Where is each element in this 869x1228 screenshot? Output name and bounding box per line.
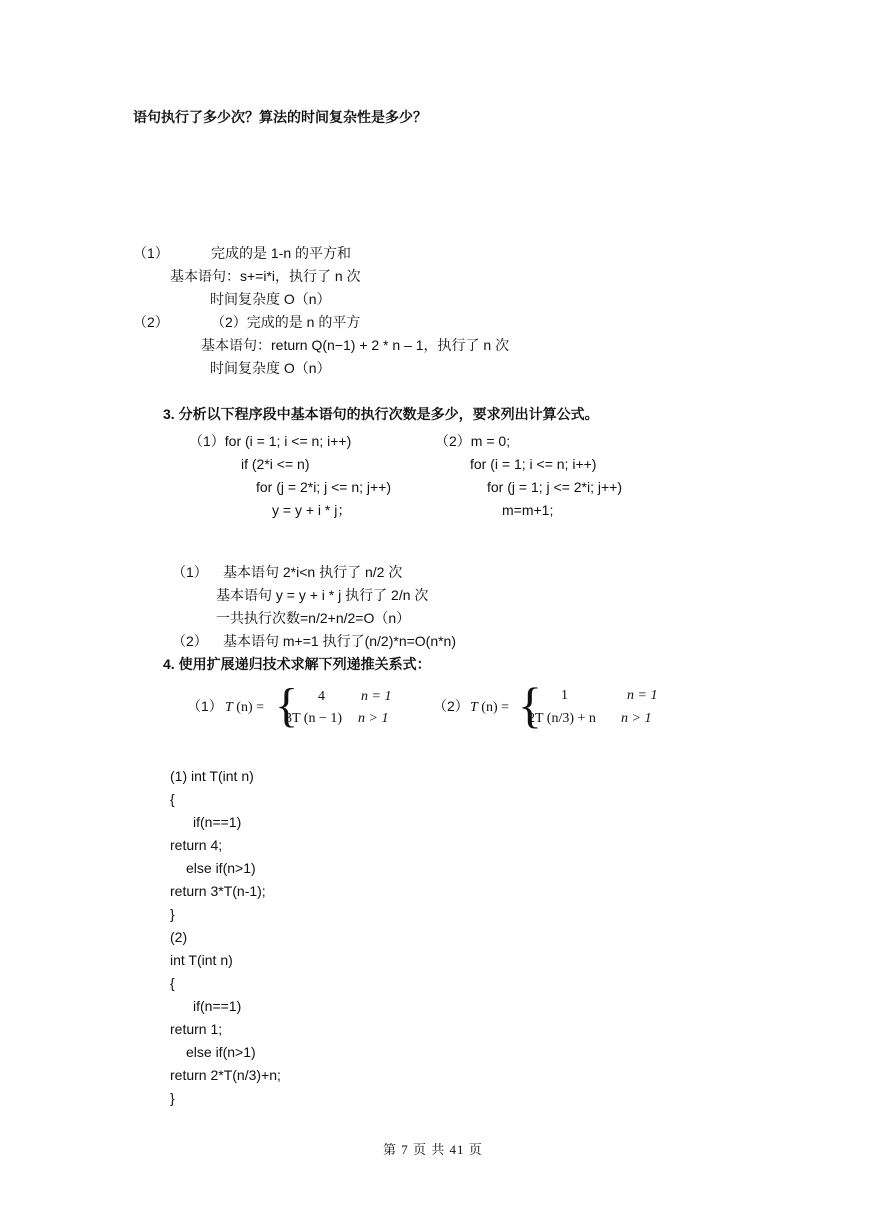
code-line: (1) int T(int n) [170, 768, 254, 784]
code-line: if(n==1) [193, 998, 242, 1014]
answer-text: 基本语句 2*i<n 执行了 n/2 次 [223, 564, 403, 580]
formula-label: （1） [187, 698, 223, 714]
case-condition: n > 1 [358, 711, 389, 726]
item-label: （1） [172, 564, 208, 580]
answer-text: 基本语句：s+=i*i，执行了 n 次 [170, 268, 361, 284]
answer-text: 基本语句 m+=1 执行了(n/2)*n=O(n*n) [223, 633, 457, 649]
case-condition: n > 1 [621, 711, 652, 726]
formula-lhs-n: (n) = [481, 700, 510, 715]
code-line: else if(n>1) [186, 860, 256, 876]
code-line: return 1; [170, 1021, 223, 1037]
formula-label: （2） [433, 698, 469, 714]
code-line: if (2*i <= n) [241, 456, 310, 472]
item-label: （2） [133, 314, 169, 330]
answer-text: 一共执行次数=n/2+n/2=O（n） [216, 610, 411, 626]
code-line: for (j = 1; j <= 2*i; j++) [487, 479, 623, 495]
question-title: 4. 使用扩展递归技术求解下列递推关系式： [163, 656, 431, 672]
code-line: （2）m = 0; [435, 433, 511, 449]
answer-text: 基本语句：return Q(n−1) + 2 * n – 1，执行了 n 次 [201, 337, 510, 353]
case-value: 2T (n/3) + n [528, 711, 596, 726]
left-brace-icon: { [518, 677, 542, 733]
question-title: 3. 分析以下程序段中基本语句的执行次数是多少，要求列出计算公式。 [163, 406, 599, 422]
code-line: else if(n>1) [186, 1044, 256, 1060]
code-line: (2) [170, 929, 188, 945]
page-number: 7 [401, 1142, 409, 1157]
page-total: 41 [449, 1142, 465, 1157]
page-footer [383, 1140, 483, 1160]
formula-lhs-n: (n) = [236, 700, 265, 715]
answer-text: 时间复杂度 O（n） [210, 360, 331, 376]
code-line: for (i = 1; i <= n; i++) [470, 456, 597, 472]
code-line: return 3*T(n-1); [170, 883, 266, 899]
code-line: m=m+1; [502, 502, 554, 518]
code-line: y = y + i * j； [272, 502, 352, 518]
code-line: （1）for (i = 1; i <= n; i++) [189, 433, 352, 449]
code-line: } [170, 906, 175, 922]
answer-text: 完成的是 1-n 的平方和 [211, 245, 352, 261]
formula-lhs-t: T [225, 700, 233, 715]
case-value: 3T (n − 1) [285, 711, 343, 726]
code-line: return 4; [170, 837, 223, 853]
case-condition: n = 1 [627, 688, 658, 703]
answer-text: 基本语句 y = y + i * j 执行了 2/n 次 [216, 587, 429, 603]
answer-text: 时间复杂度 O（n） [210, 291, 331, 307]
code-line: } [170, 1090, 175, 1106]
code-line: for (j = 2*i; j <= n; j++) [256, 479, 392, 495]
code-line: return 2*T(n/3)+n; [170, 1067, 281, 1083]
case-value: 4 [318, 689, 325, 704]
footer-mid: 页 共 [413, 1142, 446, 1157]
left-brace-icon: { [275, 679, 299, 732]
section-heading: 语句执行了多少次？算法的时间复杂性是多少？ [133, 109, 427, 125]
code-line: int T(int n) [170, 952, 233, 968]
formula-lhs [470, 698, 509, 718]
code-line: { [170, 791, 175, 807]
case-value: 1 [561, 688, 568, 703]
answer-text: （2）完成的是 n 的平方 [211, 314, 361, 330]
case-condition: n = 1 [361, 689, 392, 704]
code-line: if(n==1) [193, 814, 242, 830]
footer-prefix: 第 [383, 1142, 398, 1157]
item-label: （1） [133, 245, 169, 261]
item-label: （2） [172, 633, 208, 649]
code-line: { [170, 975, 175, 991]
formula-lhs [225, 698, 264, 718]
formula-lhs-t: T [470, 700, 478, 715]
footer-suffix: 页 [468, 1142, 483, 1157]
